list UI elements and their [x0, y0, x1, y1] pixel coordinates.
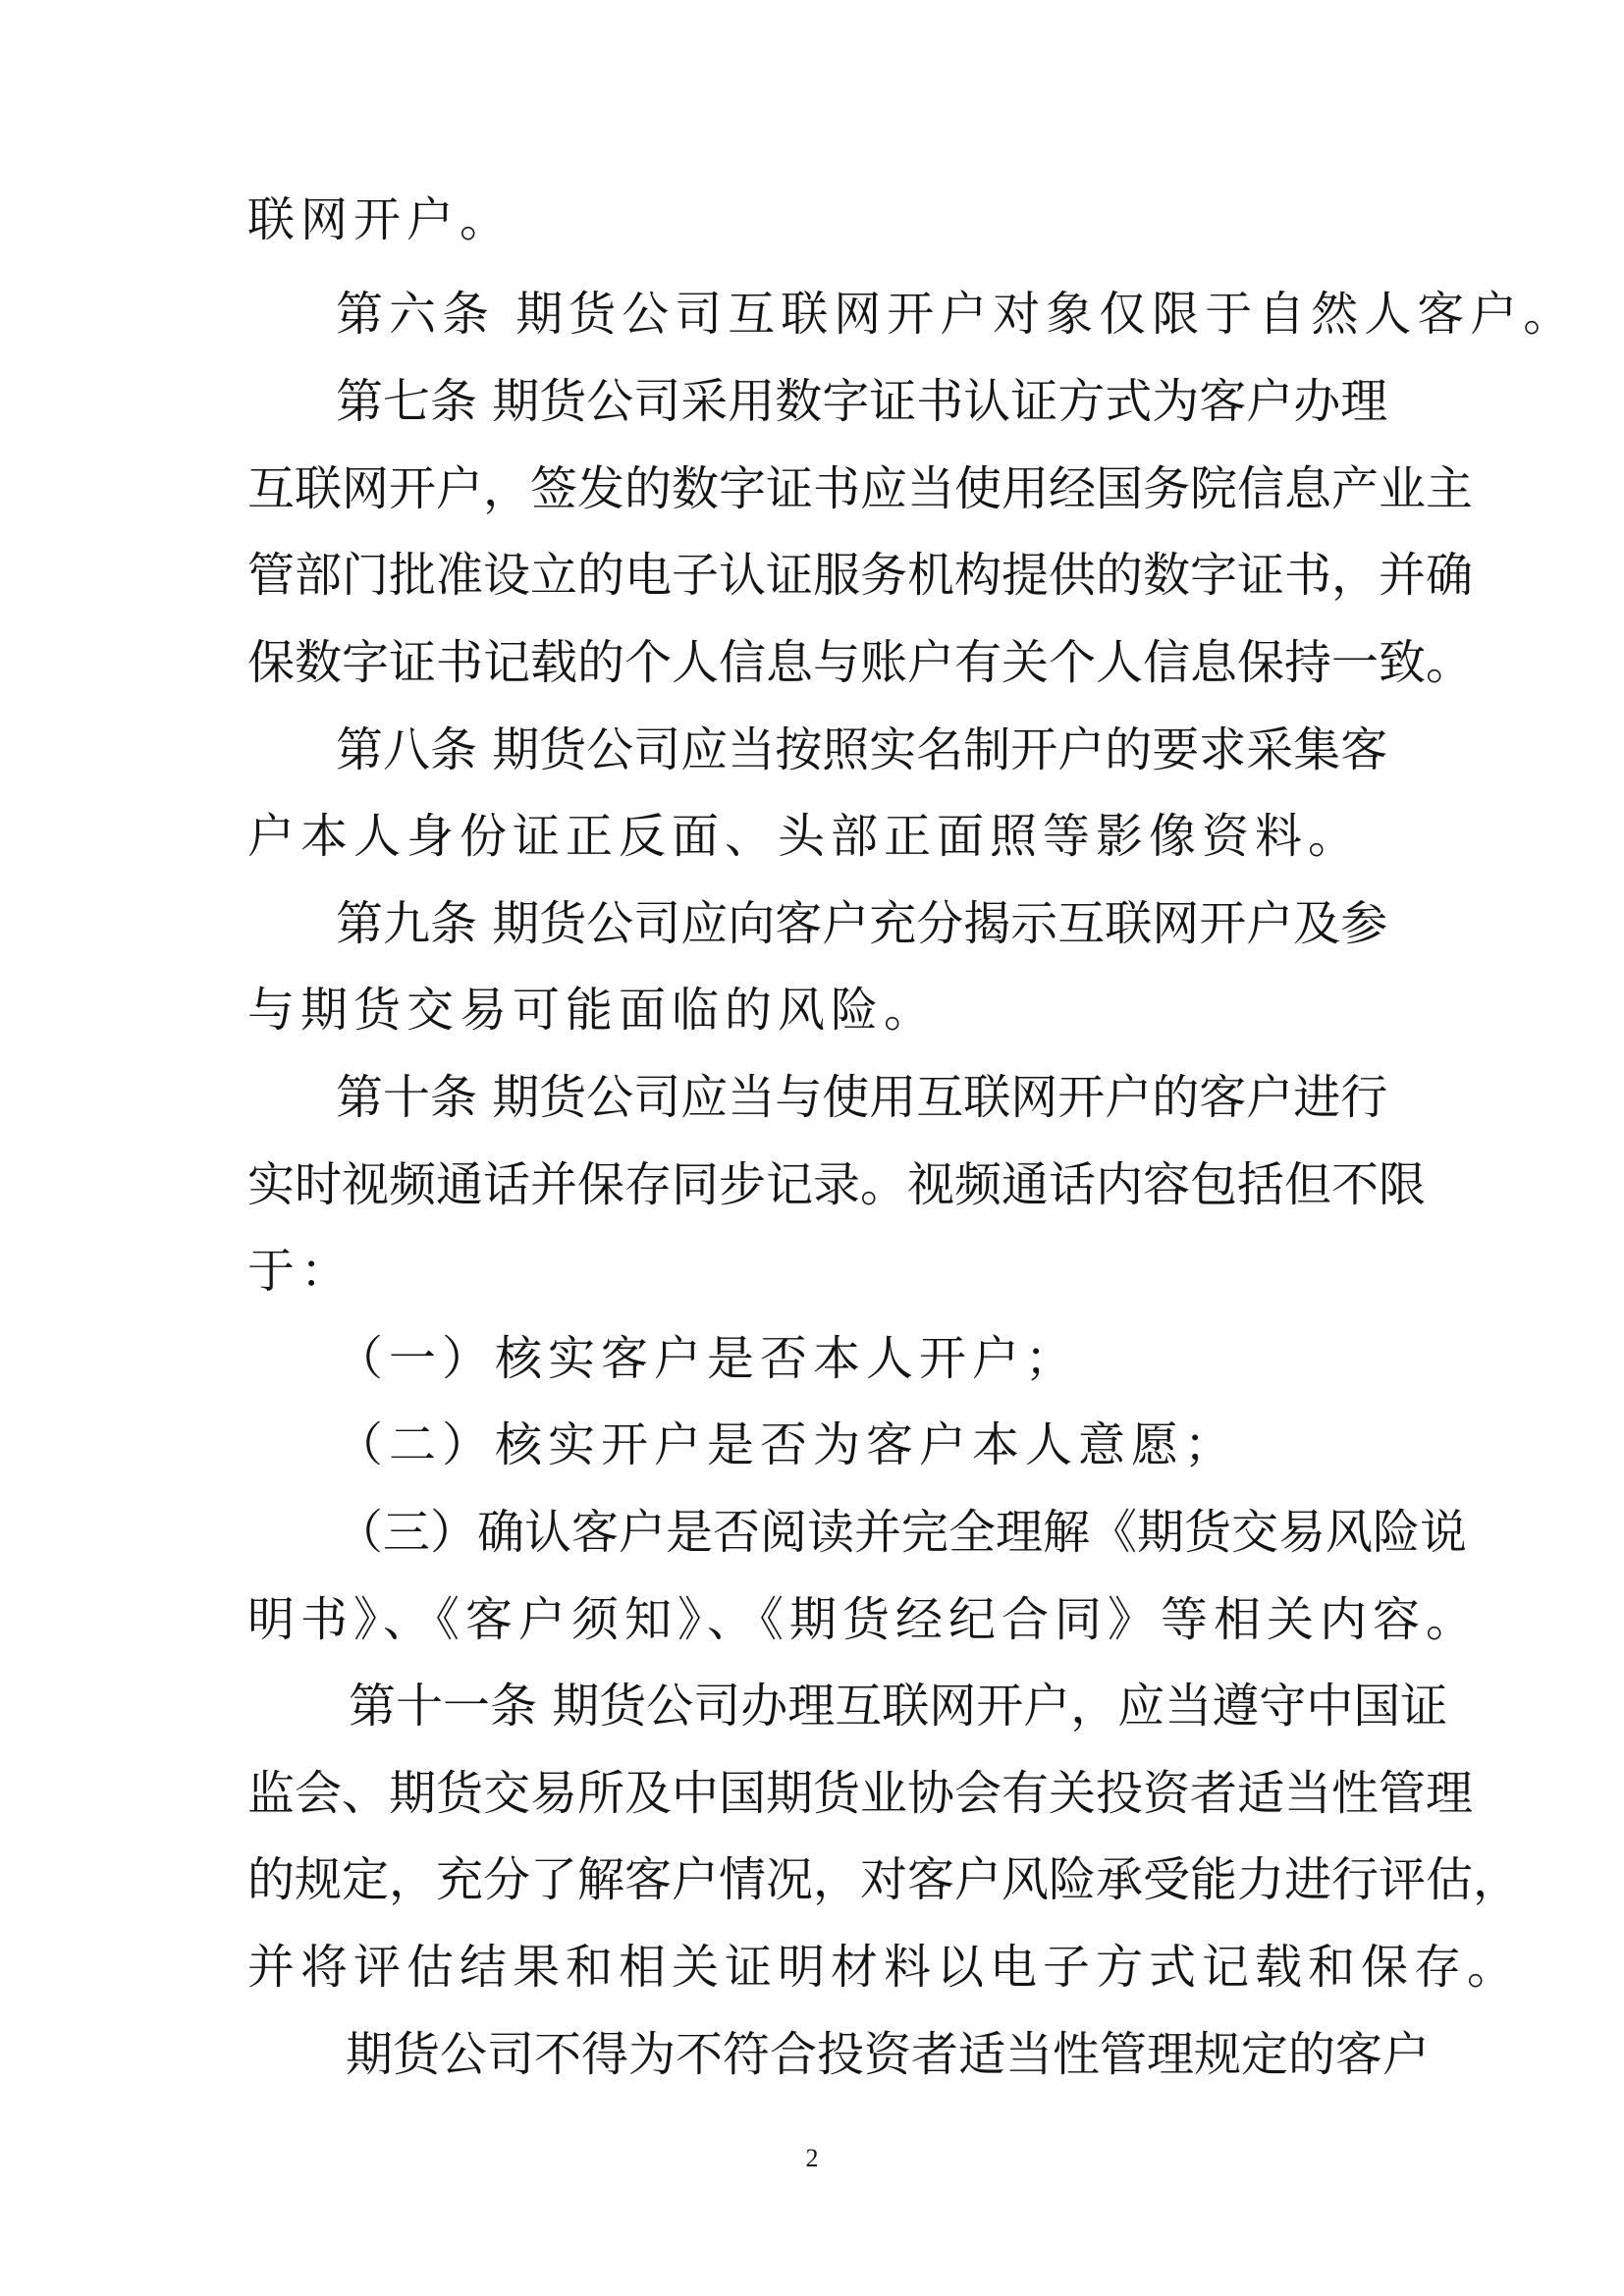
text-line: 的规定，充分了解客户情况，对客户风险承受能力进行评估， — [247, 1852, 1521, 1907]
text-line: 联网开户。 — [247, 192, 514, 247]
text-line: 实时视频通话并保存同步记录。视频通话内容包括但不限 — [247, 1157, 1427, 1212]
text-line: 第十条 期货公司应当与使用互联网开户的客户进行 — [336, 1070, 1388, 1125]
page-number: 2 — [805, 2144, 819, 2172]
text-line: 第七条 期货公司采用数字证书认证方式为客户办理 — [336, 374, 1388, 429]
text-line: 明书》、《客户须知》、《期货经纪合同》等相关内容。 — [247, 1592, 1480, 1647]
text-line: 第九条 期货公司应向客户充分揭示互联网开户及参 — [336, 896, 1388, 951]
text-line: 于： — [247, 1244, 354, 1299]
text-line: 管部门批准设立的电子认证服务机构提供的数字证书，并确 — [247, 548, 1474, 603]
text-line: （二）核实开户是否为客户本人意愿； — [336, 1417, 1238, 1472]
text-line: 期货公司不得为不符合投资者适当性管理规定的客户 — [346, 2027, 1431, 2082]
text-line: （三）确认客户是否阅读并完全理解《期货交易风险说 — [336, 1505, 1468, 1560]
text-line: 与期货交易可能面临的风险。 — [247, 983, 938, 1038]
text-line: 保数字证书记载的个人信息与账户有关个人信息保持一致。 — [247, 635, 1474, 690]
text-line: 第八条 期货公司应当按照实名制开户的要求采集客 — [336, 722, 1388, 777]
text-line: 第六条 期货公司互联网开户对象仅限于自然人客户。 — [336, 287, 1577, 342]
text-line: 互联网开户，签发的数字证书应当使用经国务院信息产业主 — [247, 461, 1474, 516]
text-line: 监会、期货交易所及中国期货业协会有关投资者适当性管理 — [247, 1766, 1474, 1821]
text-line: 第十一条 期货公司办理互联网开户，应当遵守中国证 — [349, 1679, 1448, 1734]
text-line: 户本人身份证正反面、头部正面照等影像资料。 — [247, 809, 1362, 864]
text-line: （一）核实客户是否本人开户； — [336, 1331, 1079, 1386]
text-line: 并将评估结果和相关证明材料以电子方式记载和保存。 — [247, 1940, 1521, 1995]
